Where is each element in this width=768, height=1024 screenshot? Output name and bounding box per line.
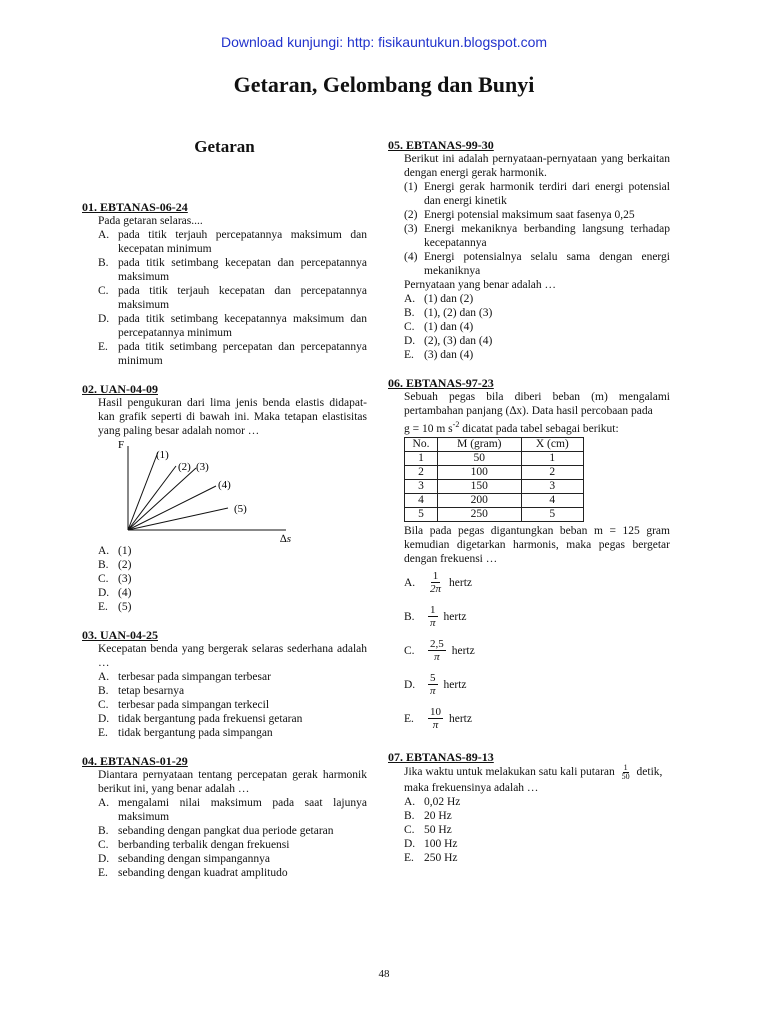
answer-option: D. pada titik setimbang kecepatannya maksimum dan percepatannya minimum: [98, 313, 367, 339]
line-1: [128, 452, 158, 530]
answer-option: B. sebanding dengan pangkat dua periode getaran: [98, 825, 334, 837]
line-2-label: (2): [178, 461, 191, 473]
table-header: X (cm): [521, 437, 583, 451]
fraction: $\frac{1}{2\pi}$: [430, 570, 442, 596]
statement-item: (4) Energi potensialnya selalu sama dengan energi mekaniknya: [404, 251, 670, 277]
question-05-stem: Berikut ini adalah pernyataan-pernyataan yang berkaitan dengan energi gerak harmonik.: [404, 153, 670, 179]
table-row: 1 50 1: [405, 451, 584, 465]
question-01-stem: Pada getaran selaras....: [98, 215, 203, 227]
question-01-header: 01. EBTANAS-06-24: [82, 200, 188, 214]
table-header: No.: [405, 437, 438, 451]
answer-option: D. (4): [98, 587, 132, 599]
table-row: 4 200 4: [405, 493, 584, 507]
answer-option: D. 100 Hz: [404, 837, 458, 850]
question-07-stem: Jika waktu untuk melakukan satu kali putaran $\frac{1}{50}$ detik, maka frekuensinya adalah …: [404, 762, 663, 794]
line-2: [128, 466, 176, 530]
question-03-header: 03. UAN-04-25: [82, 628, 158, 642]
download-banner[interactable]: Download kunjungi: http: fisikauntukun.blogspot.com: [220, 34, 548, 50]
answer-option: E. $\frac{10}{\pi}$ hertz: [404, 706, 472, 732]
answer-option: A. (1): [98, 545, 132, 557]
question-02-stem: Hasil pengukuran dari lima jenis benda elastis didapat-kan grafik seperti di bawah ini. Maka tetapan elastisitas yang paling besar adalah nomor …: [98, 397, 367, 437]
section-title: Getaran: [194, 137, 255, 156]
answer-option: D. $\frac{5}{\pi}$ hertz: [404, 672, 467, 698]
table-row: 3 150 3: [405, 479, 584, 493]
answer-option: B. tetap besarnya: [98, 685, 185, 697]
x-axis-label: ∆s: [280, 533, 292, 544]
answer-option: C. pada titik terjauh kecepatan dan percepatannya maksimum: [98, 285, 367, 311]
answer-option: B. 20 Hz: [404, 809, 452, 822]
fraction: $\frac{2,5}{\pi}$: [430, 638, 444, 664]
page-number: 48: [378, 968, 390, 980]
answer-option: E. tidak bergantung pada simpangan: [98, 727, 273, 739]
answer-option: E. (5): [98, 601, 132, 613]
line-4-label: (4): [218, 479, 231, 491]
fraction: $\frac{1}{\pi}$: [430, 604, 436, 630]
question-03-stem: Kecepatan benda yang bergerak selaras sederhana adalah …: [98, 643, 367, 669]
statement-item: (3) Energi mekaniknya berbanding langsung terhadap kecepatannya: [404, 223, 670, 249]
line-5-label: (5): [234, 503, 247, 515]
answer-option: B. (2): [98, 559, 132, 571]
answer-option: E. sebanding dengan kuadrat amplitudo: [98, 867, 288, 879]
answer-option: A. terbesar pada simpangan terbesar: [98, 671, 271, 683]
answer-option: D. tidak bergantung pada frekuensi getaran: [98, 713, 303, 725]
right-column: [388, 138, 670, 865]
line-3-label: (3): [196, 461, 209, 473]
table-row: 2 100 2: [405, 465, 584, 479]
answer-option: C. 50 Hz: [404, 823, 452, 836]
page-title: Getaran, Gelombang dan Bunyi: [233, 72, 535, 97]
answer-option: E. pada titik setimbang percepatan dan percepatannya minimum: [98, 341, 367, 367]
y-axis-label: F: [118, 440, 125, 451]
table-row: 5 250 5: [405, 507, 584, 521]
answer-option: A. mengalami nilai maksimum pada saat lajunya maksimum: [98, 797, 367, 823]
question-06-stem: Sebuah pegas bila diberi beban (m) mengalami pertambahan panjang (∆x). Data hasil percobaan pada g = 10 m $s^{-2}$ dicatat pada tabel sebagai berikut:: [404, 391, 670, 435]
answer-option: A. 0,02 Hz: [404, 795, 461, 808]
question-03: [82, 628, 367, 740]
left-column: [82, 137, 367, 880]
question-02: [82, 382, 367, 614]
answer-option: B. (1), (2) dan (3): [404, 307, 493, 319]
question-07-header: 07. EBTANAS-89-13: [388, 749, 494, 764]
question-04-stem: Diantara pernyataan tentang percepatan gerak harmonik berikut ini, yang benar adalah …: [98, 769, 367, 795]
answer-option: B. $\frac{1}{\pi}$ hertz: [404, 604, 467, 630]
statement-item: (2) Energi potensial maksimum saat fasenya 0,25: [404, 209, 635, 221]
answer-option: C. (3): [98, 573, 132, 585]
data-table: [404, 437, 584, 522]
fraction: $\frac{10}{\pi}$: [430, 706, 441, 732]
line-4: [128, 486, 216, 530]
question-05-header: 05. EBTANAS-99-30: [388, 138, 494, 152]
answer-option: B. pada titik setimbang kecepatan dan percepatannya maksimum: [98, 257, 367, 283]
table-header: M (gram): [438, 437, 522, 451]
question-02-header: 02. UAN-04-09: [82, 382, 158, 396]
answer-option: D. (2), (3) dan (4): [404, 335, 493, 347]
answer-option: C. berbanding terbalik dengan frekuensi: [98, 839, 290, 851]
fraction: $\frac{5}{\pi}$: [430, 672, 436, 698]
answer-option: E. 250 Hz: [404, 851, 458, 864]
question-01: [82, 200, 367, 368]
line-1-label: (1): [156, 449, 169, 461]
answer-option: A. $\frac{1}{2\pi}$ hertz: [404, 570, 472, 596]
question-07: [388, 750, 670, 865]
answer-option: E. (3) dan (4): [404, 349, 474, 361]
statement-item: (1) Energi gerak harmonik terdiri dari energi potensial dan energi kinetik: [404, 181, 670, 207]
answer-option: C. (1) dan (4): [404, 321, 474, 333]
question-06: [388, 376, 670, 736]
force-extension-graph: [98, 440, 298, 544]
question-06-header: 06. EBTANAS-97-23: [388, 376, 494, 390]
question-06-followup: Bila pada pegas digantungkan beban m = 125 gram kemudian digetarkan harmonis, maka pegas bergetar dengan frekuensi …: [404, 524, 670, 565]
answer-option: A. pada titik terjauh percepatannya maksimum dan kecepatan minimum: [98, 229, 367, 255]
line-3: [128, 468, 196, 530]
fraction: $\frac{1}{50}$: [621, 762, 630, 781]
answer-option: A. (1) dan (2): [404, 293, 474, 305]
line-5: [128, 508, 228, 530]
answer-option: C. $\frac{2,5}{\pi}$ hertz: [404, 638, 475, 664]
answer-option: D. sebanding dengan simpangannya: [98, 853, 271, 865]
question-04-header: 04. EBTANAS-01-29: [82, 754, 188, 768]
question-05-prompt: Pernyataan yang benar adalah …: [404, 279, 556, 291]
answer-option: C. terbesar pada simpangan terkecil: [98, 699, 270, 711]
question-05: [388, 138, 670, 362]
question-04: [82, 754, 367, 880]
